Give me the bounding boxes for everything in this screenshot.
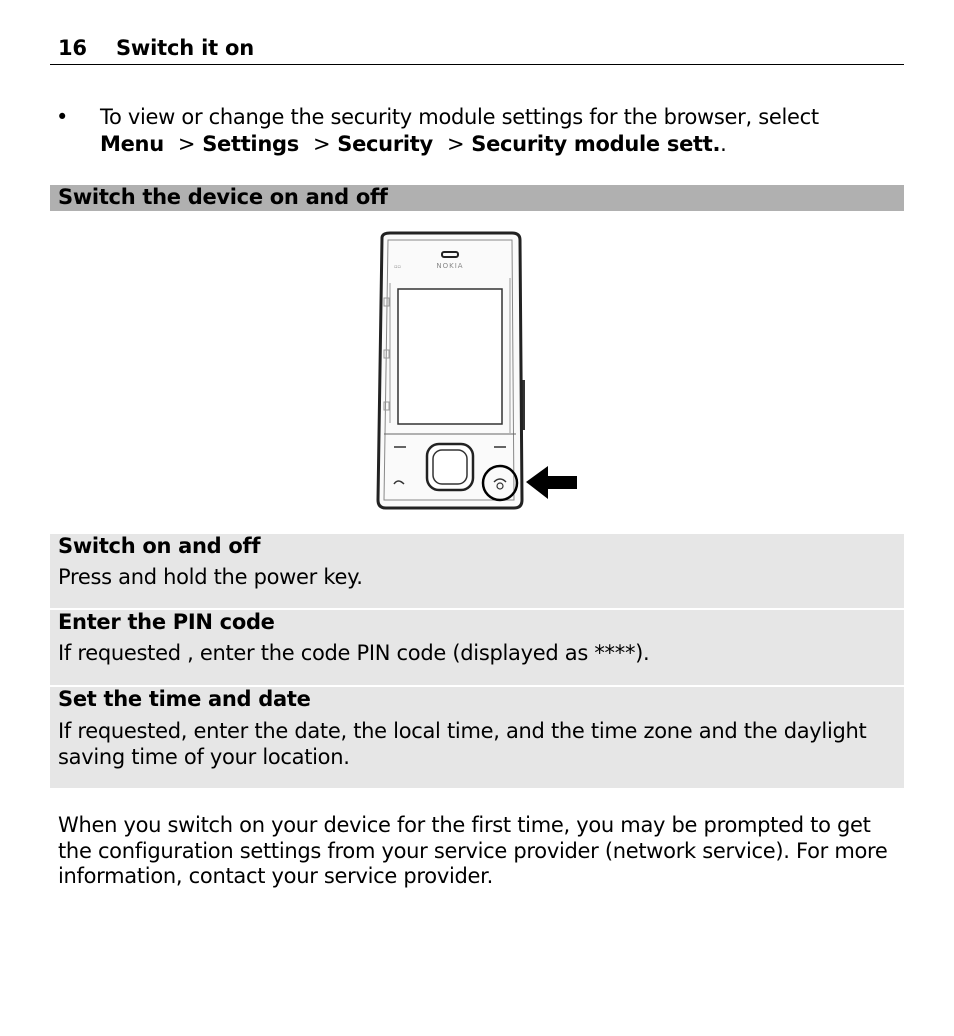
- bullet-dot-icon: •: [56, 105, 69, 129]
- screen: [398, 289, 502, 424]
- brand-logo: NOKIA: [436, 262, 464, 270]
- menu-path-separator: >: [446, 132, 465, 156]
- step-title: Switch on and off: [58, 534, 261, 558]
- menu-path-item: Menu: [100, 132, 164, 156]
- arrow-left-icon: [526, 466, 577, 499]
- chapter-title: Switch it on: [116, 36, 254, 60]
- menu-path-separator: >: [312, 132, 331, 156]
- section-title: Switch the device on and off: [58, 185, 388, 209]
- page-header: [50, 34, 904, 65]
- menu-path-separator: >: [177, 132, 196, 156]
- menu-path-end: .: [720, 132, 727, 156]
- steps-list: [50, 534, 904, 790]
- bullet-text: To view or change the security module settings for the browser, select: [100, 105, 819, 129]
- menu-path-item: Security module sett.: [471, 132, 721, 156]
- phone-drawing: [370, 228, 590, 514]
- menu-path-item: Settings: [202, 132, 299, 156]
- page-number: 16: [58, 36, 87, 60]
- step-description: Press and hold the power key.: [58, 565, 363, 589]
- phone-illustration: [370, 228, 590, 514]
- step-description: If requested , enter the code PIN code (displayed as ****).: [58, 641, 650, 665]
- step-title: Enter the PIN code: [58, 610, 275, 634]
- closing-paragraph: When you switch on your device for the first time, you may be prompted to get the configuration settings from your service provider (network service). For more information, contact your service provider.: [58, 813, 888, 888]
- navi-key: [427, 444, 473, 490]
- step-item: [50, 687, 904, 788]
- step-item: [50, 610, 904, 685]
- camera-mark: ▫▫: [394, 264, 401, 270]
- step-item: [50, 534, 904, 608]
- section-heading: [50, 185, 904, 211]
- step-description: If requested, enter the date, the local time, and the time zone and the daylight saving time of your location.: [58, 719, 867, 769]
- step-title: Set the time and date: [58, 687, 311, 711]
- menu-path: [100, 131, 727, 157]
- menu-path-item: Security: [337, 132, 433, 156]
